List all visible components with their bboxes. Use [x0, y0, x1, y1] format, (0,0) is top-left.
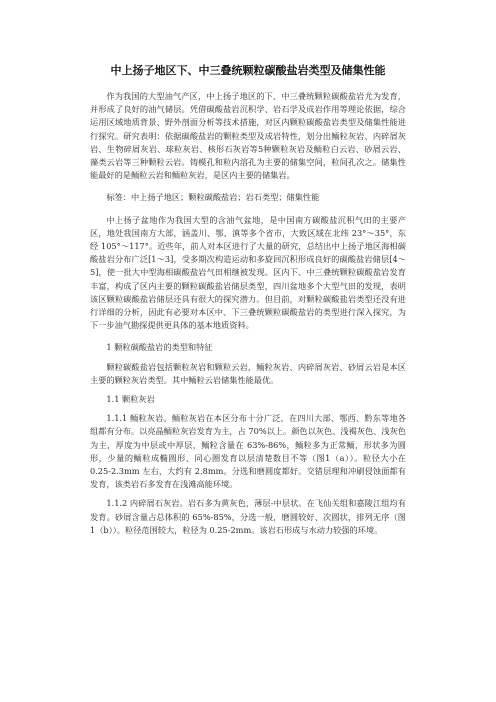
abstract-paragraph: 作为我国的大型油气产区，中上扬子地区的下、中三叠统颗粒碳酸盐岩尤为发育，并形成了良好的油气储层。凭借碳酸盐岩沉积学、岩石学及成岩作用等理论依据，综合运用区域地质背景、野外剖面分析等技术措施，对区内颗粒碳酸盐岩类型及储集性能进行探究。研究表明：依据碳酸盐岩的颗粒类型及成岩特性，划分出鲕粒灰岩、内碎屑灰岩、生物碎屑灰岩、球粒灰岩、核形石灰岩等5种颗粒灰岩及鲕粒白云岩、砂屑云岩、藻类云岩等三种颗粒云岩。铸模孔和粒内溶孔为主要的储集空间，粒间孔次之。储集性能最好的是鲕粒云岩和鲕粒灰岩，是区内主要的储集岩。	[90, 91, 406, 181]
paper-title: 中上扬子地区下、中三叠统颗粒碳酸盐岩类型及储集性能	[110, 64, 386, 77]
section-1-1-heading: 1.1 颗粒灰岩	[106, 394, 155, 405]
keywords-line: 标签：中上扬子地区；颗粒碳酸盐岩；岩石类型；储集性能	[106, 192, 320, 203]
section-1-1-2-paragraph: 1.1.2 内碎屑石灰岩。岩石多为黄灰色，薄层-中层状。在飞仙关组和嘉陵江组均有发育。砂屑含量占总体积的 65%-85%，分选一般，磨圆较好、次圆状，排列无序（图 1（b））。粒径范围较大，粒径为 0.25-2mm。该岩石形成与水动力较强的环境。	[90, 498, 406, 535]
section-1-heading: 1 颗粒碳酸盐岩的类型和特征	[106, 342, 213, 353]
intro-paragraph: 中上扬子盆地作为我国大型的含油气盆地，是中国南方碳酸盐沉积气田的主要产区，地处我国南方大部，涵盖川、鄂、滇等多个省市，大致区域在北纬 23°～35°，东经 105°～117°。近些年，前人对本区进行了大量的研究，总结出中上扬子地区海相碳酸盐岩分布广泛[1～3]，受多期次构造运动和多旋回沉积形成良好的碳酸盐岩储层[4～5]，使一批大中型海相碳酸盐岩气田相继被发现。区内下、中三叠统颗粒碳酸盐岩发育丰富，构成了区内主要的颗粒碳酸盐岩储层类型，四川盆地多个大型气田的发现，表明该区颗粒碳酸盐岩储层还具有很大的探究潜力。但目前，对颗粒碳酸盐岩类型还没有进行详细的分析，因此有必要对本区中、下三叠统颗粒碳酸盐岩的类型进行深入探究，为下一步油气勘探提供更具体的基本地质资料。	[90, 214, 406, 331]
section-1-1-1-paragraph: 1.1.1 鲕粒灰岩。鲕粒灰岩在本区分布十分广泛，在四川大部、鄂西、黔东等地各组都有分布。以亮晶鲕粒灰岩发育为主，占 70%以上。颜色以灰色、浅褐灰色、浅灰色为主，厚度为中层或中厚层，鲕粒含量在 63%-86%，鲕粒多为正常鲕，形状多为圆形，少量的鲕粒成椭圆形、同心圈发育以层清楚数目不等（图1（a））。粒径大小在 0.25-2.3mm 左右，大约有 2.8mm。分选和磨圆度都好。交错层理和冲刷侵蚀面都有发育，该类岩石多发育在浅滩高能环境。	[90, 413, 406, 490]
section-1-paragraph: 颗粒碳酸盐岩包括颗粒灰岩和颗粒云岩，鲕粒灰岩、内碎屑灰岩、砂屑云岩是本区主要的颗粒灰岩类型。其中鲕粒云岩储集性能最优。	[90, 361, 406, 385]
